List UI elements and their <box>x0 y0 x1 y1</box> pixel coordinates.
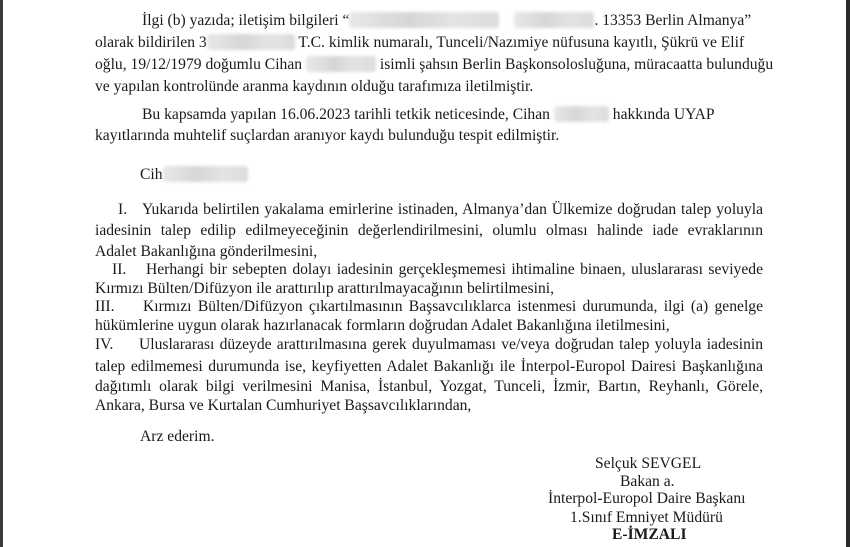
para1-line3-text-b: isimli şahsın Berlin Başkonsolosluğuna, müracaatta bulunduğu <box>379 56 774 73</box>
item-4-line1-text: Uluslararası düzeyde arattırılmasına gerek duyulmaması ve/veya doğrudan talep yoluyla iadesinin <box>139 336 763 353</box>
item-2-line1-text: Herhangi bir sebepten dolayı iadesinin gerçekleşmemesi ihtimaline binaen, uluslararası seviyede <box>146 261 763 278</box>
redacted-address-1 <box>349 12 499 28</box>
item-1-line1 <box>118 200 763 220</box>
page-border-right <box>846 0 850 547</box>
redacted-address-2 <box>514 12 594 28</box>
item-4-line3: dağıtımlı olarak bilgi verilmesini Manisa, İstanbul, Yozgat, Tunceli, İzmir, Bartın, Reyhanlı, Görele, <box>95 378 763 395</box>
item-3-line2: hükümlerine uygun olarak hazırlanacak formların doğrudan Adalet Bakanlığına iletilmesini, <box>95 317 670 334</box>
para1-line1 <box>142 11 763 31</box>
redacted-subject-name <box>163 166 248 182</box>
signatory-role-2: İnterpol-Europol Daire Başkanı <box>548 490 746 507</box>
closing-text: Arz ederim. <box>140 428 215 445</box>
subject-name-partial: Cih <box>140 166 163 183</box>
redacted-surname-2 <box>554 106 609 122</box>
para1-line3 <box>95 55 774 75</box>
item-1-line1-text: Yukarıda belirtilen yakalama emirlerine istinaden, Almanya’dan Ülkemize doğrudan talep yoluyla <box>142 201 763 218</box>
item-3-number: III. <box>95 298 115 315</box>
para2-line1 <box>142 105 763 125</box>
para1-line1-text-a: İlgi (b) yazıda; iletişim bilgileri “ <box>142 12 350 29</box>
signatory-name: Selçuk SEVGEL <box>595 455 702 472</box>
redacted-surname-1 <box>306 56 376 72</box>
item-2-line2: Kırmızı Bülten/Difüzyon ile arattırılıp arattırılmayacağının belirtilmesini, <box>95 280 555 297</box>
para1-line2 <box>95 33 763 53</box>
item-4-line1 <box>95 335 763 355</box>
redacted-id-number <box>207 34 295 50</box>
item-1-line3: Adalet Bakanlığına gönderilmesini, <box>95 243 318 260</box>
para1-line2-text-a: olarak bildirilen 3 <box>95 34 207 51</box>
page-border-left <box>0 0 3 547</box>
para2-line1-text-a: Bu kapsamda yapılan 16.06.2023 tarihli tetkik neticesinde, Cihan <box>142 106 550 123</box>
item-4-line4: Ankara, Bursa ve Kurtalan Cumhuriyet Başsavcılıklarından, <box>95 397 472 414</box>
item-4-number: IV. <box>95 336 114 353</box>
item-3-line1-text: Kırmızı Bülten/Difüzyon çıkartılmasının Başsavcılıklarca istenmesi durumunda, ilgi (a) genelge <box>143 298 763 315</box>
e-signature-label: E-İMZALI <box>612 526 687 543</box>
item-2-number: II. <box>112 261 127 278</box>
item-1-number: I. <box>118 201 128 218</box>
item-3-line1 <box>95 297 763 317</box>
item-2-line1 <box>112 260 763 280</box>
para2-line1-text-b: hakkında UYAP <box>612 106 715 123</box>
para1-line3-text-a: oğlu, 19/12/1979 doğumlu Cihan <box>95 56 303 73</box>
item-4-line2: talep edilmemesi durumunda ise, keyfiyetten Adalet Bakanlığı ile İnterpol-Europol Dairesi Başkanlığına <box>95 358 763 375</box>
para1-line2-text-b: T.C. kimlik numaralı, Tunceli/Nazımiye nüfusuna kayıtlı, Şükrü ve Elif <box>298 34 745 51</box>
item-1-line2: iadesinin talep edilip edilmeyeceğinin değerlendirilmesini, olumlu olması halinde iade evraklarının <box>95 222 763 239</box>
para1-line1-text-b: . 13353 Berlin Almanya” <box>594 12 752 29</box>
para1-line4: ve yapılan kontrolünde aranma kaydının olduğu tarafımıza iletilmiştir. <box>95 78 534 95</box>
signatory-role-1: Bakan a. <box>620 473 675 490</box>
subject-name-line <box>140 165 340 185</box>
signatory-role-3: 1.Sınıf Emniyet Müdürü <box>570 509 723 526</box>
para2-line2: kayıtlarında muhtelif suçlardan aranıyor kaydı bulunduğu tespit edilmiştir. <box>95 127 560 144</box>
